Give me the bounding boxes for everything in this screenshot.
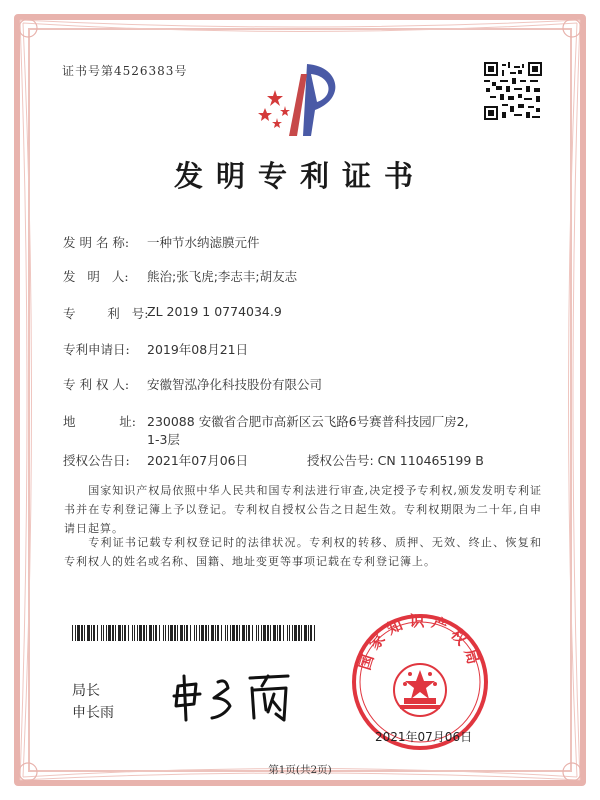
director-signature bbox=[168, 668, 318, 728]
address-value-line2: 1-3层 bbox=[147, 432, 180, 447]
barcode-bar bbox=[267, 625, 269, 641]
barcode-bar bbox=[252, 625, 253, 641]
barcode-bar bbox=[159, 625, 160, 641]
barcode-bar bbox=[236, 625, 238, 641]
barcode-bar bbox=[199, 625, 200, 641]
patent-number-value: ZL 2019 1 0774034.9 bbox=[147, 304, 282, 319]
barcode-bar bbox=[248, 625, 250, 641]
barcode-bar bbox=[149, 625, 152, 641]
barcode-bar bbox=[168, 625, 169, 641]
barcode-bar bbox=[201, 625, 204, 641]
barcode-bar bbox=[256, 625, 257, 641]
barcode-bar bbox=[139, 625, 142, 641]
barcode-bar bbox=[232, 625, 235, 641]
seal-text: 国家知识产权局 bbox=[355, 612, 485, 673]
barcode-bar bbox=[221, 625, 222, 641]
barcode-bar bbox=[146, 625, 147, 641]
application-date-label: 专利申请日: bbox=[63, 342, 130, 357]
barcode-bar bbox=[225, 625, 226, 641]
director-title: 局长 bbox=[72, 683, 100, 699]
certificate-number: 证书号第4526383号 bbox=[62, 64, 188, 78]
barcode-bar bbox=[258, 625, 259, 641]
application-date-value: 2019年08月21日 bbox=[147, 342, 249, 357]
barcode-bar bbox=[87, 625, 90, 641]
barcode-bar bbox=[289, 625, 290, 641]
barcode-bar bbox=[118, 625, 121, 641]
barcode-bar bbox=[81, 625, 83, 641]
barcode-bar bbox=[227, 625, 228, 641]
barcode-bar bbox=[211, 625, 214, 641]
grant-date-value: 2021年07月06日 bbox=[147, 453, 249, 468]
barcode-bar bbox=[261, 625, 262, 641]
barcode-bar bbox=[137, 625, 138, 641]
barcode-bar bbox=[304, 625, 307, 641]
barcode-bar bbox=[217, 625, 219, 641]
qr-code bbox=[484, 62, 542, 120]
barcode-bar bbox=[112, 625, 114, 641]
barcode-bar bbox=[215, 625, 216, 641]
barcode-bar bbox=[177, 625, 178, 641]
address-value-line1: 230088 安徽省合肥市高新区云飞路6号赛普科技园厂房2, bbox=[147, 414, 469, 429]
barcode-bar bbox=[239, 625, 240, 641]
barcode-bar bbox=[134, 625, 135, 641]
barcode-bar bbox=[128, 625, 129, 641]
inventor-value: 熊治;张飞虎;李志丰;胡友志 bbox=[147, 269, 298, 284]
barcode-bar bbox=[106, 625, 107, 641]
national-emblem bbox=[394, 664, 446, 716]
certificate-title: 发明专利证书 bbox=[173, 159, 426, 193]
barcode-bar bbox=[163, 625, 164, 641]
barcode-bar bbox=[77, 625, 80, 641]
barcode-bar bbox=[184, 625, 185, 641]
barcode-bar bbox=[124, 625, 126, 641]
barcode-bar bbox=[246, 625, 247, 641]
legal-status-paragraph: 专利证书记载专利权登记时的法律状况。专利权的转移、质押、无效、终止、恢复和专利权人的姓名或名称、国籍、地址变更等事项记载在专利登记簿上。 bbox=[64, 536, 542, 568]
barcode-bar bbox=[93, 625, 95, 641]
barcode-bar bbox=[190, 625, 191, 641]
barcode-bar bbox=[97, 625, 98, 641]
barcode-bar bbox=[270, 625, 271, 641]
barcode-bar bbox=[263, 625, 266, 641]
seal-date: 2021年07月06日 bbox=[375, 730, 473, 744]
barcode-bar bbox=[308, 625, 309, 641]
grant-statement-paragraph: 国家知识产权局依照中华人民共和国专利法进行审查,决定授予专利权,颁发发明专利证书并在专利登记簿上予以登记。专利权自授权公告之日起生效。专利权期限为二十年,自申请日起算。 bbox=[64, 484, 542, 535]
barcode-bar bbox=[103, 625, 104, 641]
barcode-bar bbox=[298, 625, 300, 641]
barcode bbox=[72, 625, 322, 641]
patent-number-label: 专 利 号: bbox=[63, 306, 149, 321]
patentee-label: 专 利 权 人: bbox=[63, 377, 130, 392]
barcode-bar bbox=[287, 625, 288, 641]
barcode-bar bbox=[153, 625, 154, 641]
director-name: 申长雨 bbox=[72, 705, 114, 721]
barcode-bar bbox=[294, 625, 297, 641]
grant-date-label: 授权公告日: bbox=[63, 453, 130, 468]
barcode-bar bbox=[72, 625, 73, 641]
inventor-label: 发 明 人: bbox=[63, 269, 129, 284]
barcode-bar bbox=[242, 625, 245, 641]
barcode-bar bbox=[310, 625, 312, 641]
invention-name-value: 一种节水纳滤膜元件 bbox=[147, 235, 260, 250]
barcode-bar bbox=[91, 625, 92, 641]
address-label: 地 址: bbox=[63, 414, 136, 429]
barcode-bar bbox=[84, 625, 85, 641]
invention-name-label: 发 明 名 称: bbox=[63, 235, 130, 250]
barcode-bar bbox=[115, 625, 116, 641]
barcode-bar bbox=[273, 625, 276, 641]
barcode-bar bbox=[170, 625, 173, 641]
patentee-value: 安徽智泓净化科技股份有限公司 bbox=[147, 377, 323, 392]
barcode-bar bbox=[155, 625, 157, 641]
patent-office-logo bbox=[255, 60, 355, 140]
barcode-bar bbox=[277, 625, 278, 641]
barcode-bar bbox=[101, 625, 102, 641]
barcode-bar bbox=[143, 625, 145, 641]
barcode-bar bbox=[230, 625, 231, 641]
barcode-bar bbox=[186, 625, 188, 641]
barcode-bar bbox=[108, 625, 111, 641]
barcode-bar bbox=[194, 625, 195, 641]
announcement-number: 授权公告号: CN 110465199 B bbox=[307, 453, 484, 468]
barcode-bar bbox=[165, 625, 166, 641]
barcode-bar bbox=[314, 625, 315, 641]
barcode-bar bbox=[122, 625, 123, 641]
barcode-bar bbox=[180, 625, 183, 641]
barcode-bar bbox=[196, 625, 197, 641]
barcode-bar bbox=[301, 625, 302, 641]
barcode-bar bbox=[174, 625, 176, 641]
barcode-bar bbox=[292, 625, 293, 641]
barcode-bar bbox=[205, 625, 207, 641]
barcode-bar bbox=[283, 625, 284, 641]
barcode-bar bbox=[279, 625, 281, 641]
barcode-bar bbox=[132, 625, 133, 641]
page-indicator: 第1页(共2页) bbox=[268, 764, 332, 776]
barcode-bar bbox=[208, 625, 209, 641]
barcode-bar bbox=[75, 625, 76, 641]
